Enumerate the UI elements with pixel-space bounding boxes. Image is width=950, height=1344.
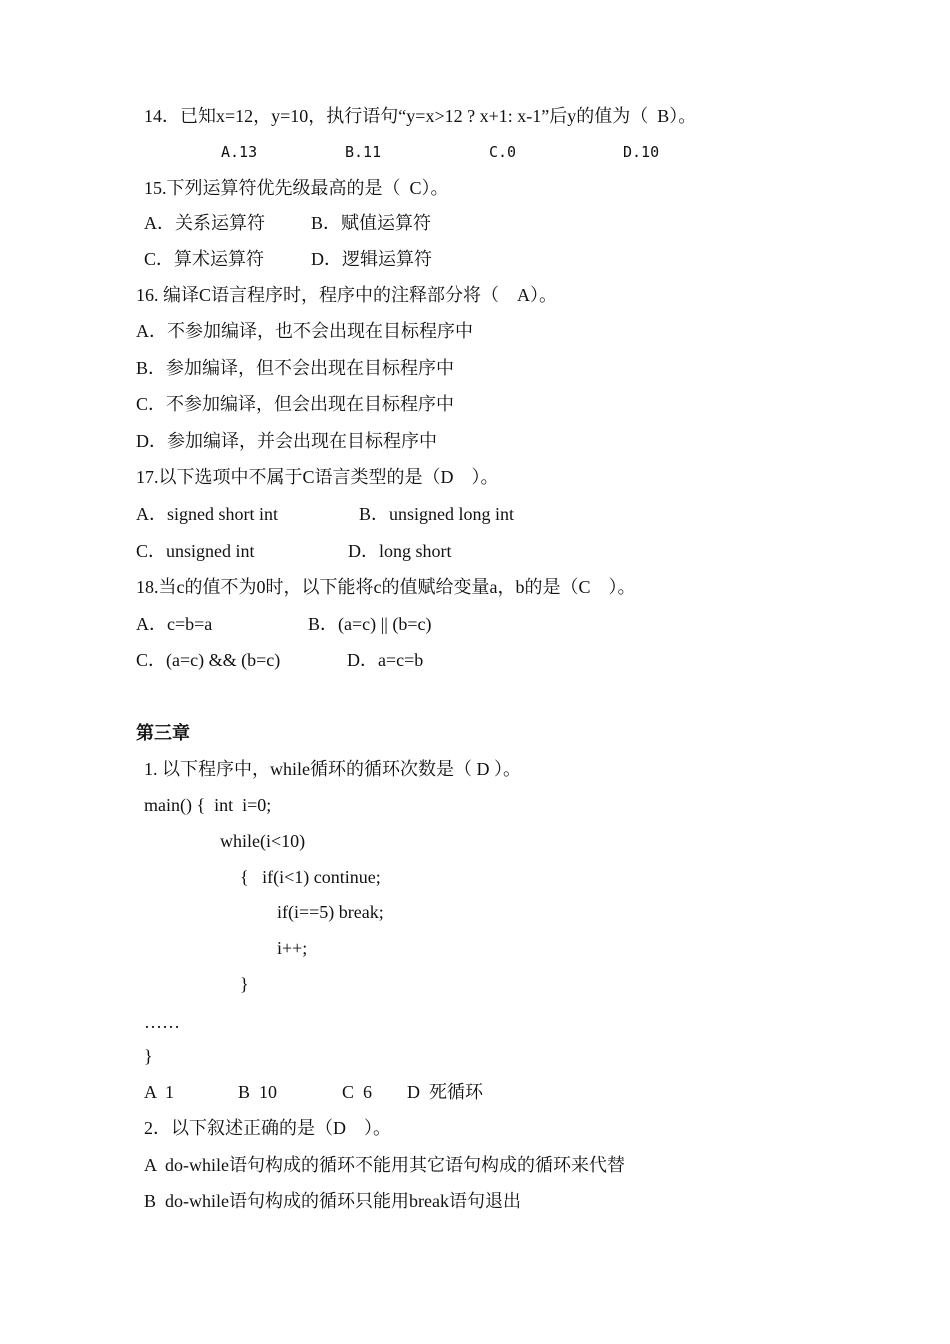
q15-option-d: D．逻辑运算符 [311, 249, 432, 269]
q14-option-c: C.0 [489, 143, 517, 161]
ch3-q1-option-a: A 1 [144, 1082, 175, 1102]
q17-option-c: C．unsigned int [136, 541, 255, 561]
code-line-if-break: if(i==5) break; [277, 902, 384, 922]
q16-option-b: B．参加编译，但不会出现在目标程序中 [136, 358, 455, 378]
question-15: 15.下列运算符优先级最高的是（ C）。 [144, 178, 449, 198]
question-18: 18.当c的值不为0时，以下能将c的值赋给变量a，b的是（C ）。 [136, 577, 636, 597]
q17-option-a: A．signed short int [136, 504, 278, 524]
chapter-heading: 第三章 [136, 723, 190, 743]
q14-option-a: A.13 [221, 143, 258, 161]
q15-option-c: C．算术运算符 [144, 249, 265, 269]
ch3-question-1: 1. 以下程序中，while循环的循环次数是（ D ）。 [144, 759, 521, 779]
code-line-close-main: } [144, 1046, 153, 1066]
code-line-main: main() { int i=0; [144, 795, 272, 815]
q18-option-b: B．(a=c) || (b=c) [308, 614, 432, 634]
question-16: 16. 编译C语言程序时，程序中的注释部分将（ A）。 [136, 285, 558, 305]
question-14: 14．已知x=12，y=10，执行语句“y=x>12 ? x+1: x-1”后y的值为（ B）。 [144, 106, 697, 126]
q18-option-a: A．c=b=a [136, 614, 213, 634]
question-17: 17.以下选项中不属于C语言类型的是（D ）。 [136, 467, 499, 487]
code-line-while: while(i<10) [220, 831, 306, 851]
ch3-q2-option-a: A do-while语句构成的循环不能用其它语句构成的循环来代替 [144, 1155, 625, 1175]
q14-option-d: D.10 [623, 143, 660, 161]
ch3-q1-option-c: C 6 [342, 1082, 373, 1102]
ch3-q2-option-b: B do-while语句构成的循环只能用break语句退出 [144, 1191, 521, 1211]
q15-option-a: A．关系运算符 [144, 213, 265, 233]
q16-option-d: D．参加编译，并会出现在目标程序中 [136, 431, 437, 451]
q15-option-b: B．赋值运算符 [311, 213, 432, 233]
ch3-question-2: 2．以下叙述正确的是（D ）。 [144, 1118, 391, 1138]
q18-option-d: D．a=c=b [347, 650, 424, 670]
ch3-q1-option-d: D 死循环 [407, 1082, 483, 1102]
ch3-q1-option-b: B 10 [238, 1082, 278, 1102]
q16-option-c: C．不参加编译，但会出现在目标程序中 [136, 394, 455, 414]
code-line-if-continue: { if(i<1) continue; [240, 867, 381, 887]
q14-option-b: B.11 [345, 143, 382, 161]
q16-option-a: A．不参加编译，也不会出现在目标程序中 [136, 321, 473, 341]
code-line-ellipsis: …… [144, 1012, 180, 1032]
q18-option-c: C．(a=c) && (b=c) [136, 650, 281, 670]
q17-option-b: B．unsigned long int [359, 504, 515, 524]
code-line-increment: i++; [277, 938, 308, 958]
code-line-close-loop: } [240, 974, 249, 994]
q17-option-d: D．long short [348, 541, 452, 561]
